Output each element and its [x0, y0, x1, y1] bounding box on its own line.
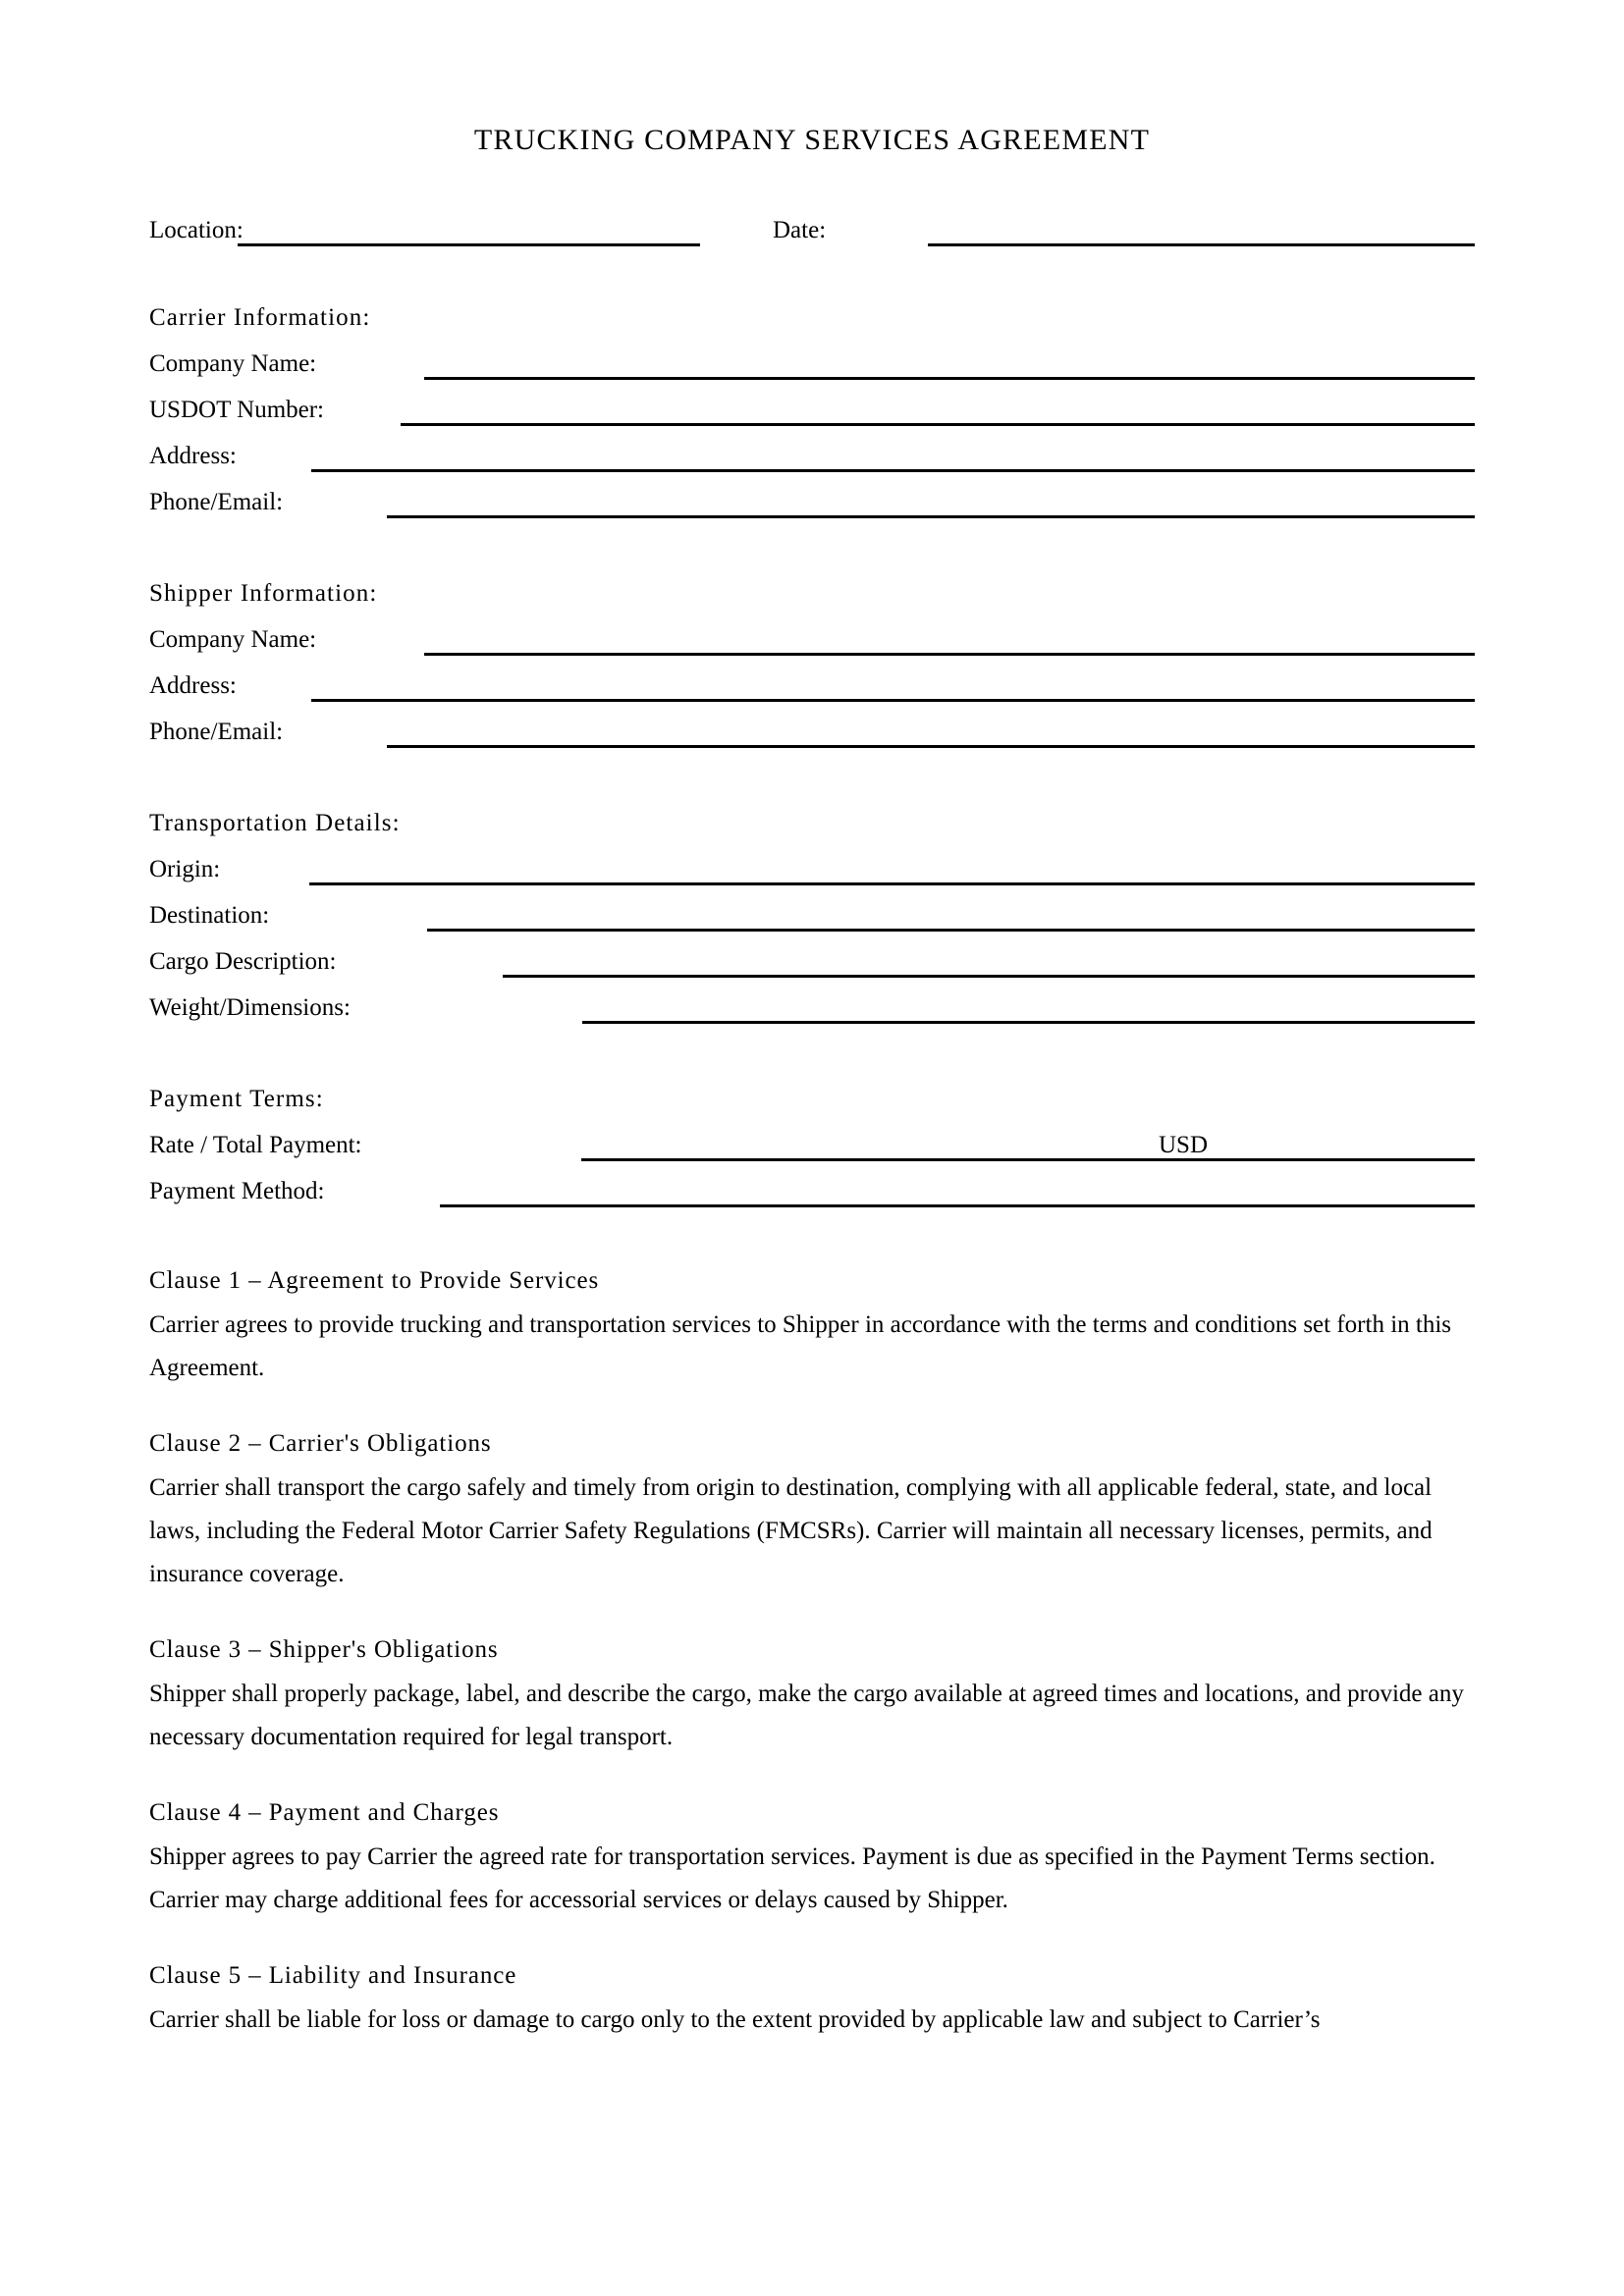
- shipper-phone-email-label: Phone/Email:: [149, 719, 284, 745]
- field-row-shipper-address: [149, 663, 1475, 709]
- clause-3-body: Shipper shall properly package, label, and describe the cargo, make the cargo available at agreed times and locations, and provide any necessary documentation required for legal transport.: [149, 1681, 1464, 1750]
- date-label: Date:: [773, 217, 827, 243]
- clause-5-heading: Clause 5 – Liability and Insurance: [149, 1962, 517, 1989]
- clause-2: [149, 1420, 1475, 1596]
- carrier-address-label: Address:: [149, 443, 237, 469]
- spacer: [149, 525, 1475, 570]
- clause-3-heading: Clause 3 – Shipper's Obligations: [149, 1636, 499, 1663]
- carrier-usdot-input-line[interactable]: [401, 423, 1475, 426]
- destination-label: Destination:: [149, 902, 270, 929]
- spacer: [149, 1214, 1475, 1257]
- payment-method-input-line[interactable]: [440, 1204, 1475, 1207]
- clause-1-heading: Clause 1 – Agreement to Provide Services: [149, 1267, 600, 1294]
- weight-dimensions-label: Weight/Dimensions:: [149, 994, 351, 1021]
- shipper-address-label: Address:: [149, 672, 237, 699]
- field-row-origin: [149, 846, 1475, 892]
- origin-input-line[interactable]: [309, 882, 1475, 885]
- section-heading-payment: Payment Terms:: [149, 1086, 324, 1112]
- shipper-company-name-label: Company Name:: [149, 626, 317, 653]
- field-row-carrier-address: [149, 433, 1475, 479]
- field-row-destination: [149, 892, 1475, 938]
- payment-method-label: Payment Method:: [149, 1178, 325, 1204]
- rate-total-payment-label: Rate / Total Payment:: [149, 1132, 362, 1158]
- location-input-line[interactable]: [238, 243, 700, 246]
- clause-4: [149, 1789, 1475, 1922]
- shipper-company-name-input-line[interactable]: [424, 653, 1475, 656]
- clause-3: [149, 1627, 1475, 1759]
- field-row-shipper-phone-email: [149, 709, 1475, 755]
- carrier-company-name-label: Company Name:: [149, 350, 317, 377]
- cargo-description-label: Cargo Description:: [149, 948, 337, 975]
- clause-5: [149, 1952, 1475, 2042]
- weight-dimensions-input-line[interactable]: [582, 1021, 1475, 1024]
- spacer: [149, 1031, 1475, 1076]
- field-row-rate-total-payment: [149, 1122, 1475, 1168]
- header-fields-block: [149, 207, 1475, 253]
- field-row-cargo-description: [149, 938, 1475, 985]
- section-heading-carrier: Carrier Information:: [149, 304, 371, 331]
- location-label: Location:: [149, 217, 244, 243]
- section-heading-shipper: Shipper Information:: [149, 580, 378, 607]
- clause-4-heading: Clause 4 – Payment and Charges: [149, 1799, 500, 1826]
- spacer: [149, 253, 1475, 294]
- carrier-usdot-label: USDOT Number:: [149, 397, 325, 423]
- shipper-phone-email-input-line[interactable]: [387, 745, 1475, 748]
- destination-input-line[interactable]: [427, 929, 1475, 932]
- document-content: [149, 0, 1475, 2072]
- section-heading-transportation: Transportation Details:: [149, 810, 401, 836]
- field-row-carrier-phone-email: [149, 479, 1475, 525]
- field-row-carrier-usdot: [149, 387, 1475, 433]
- date-input-line[interactable]: [928, 243, 1475, 246]
- cargo-description-input-line[interactable]: [503, 975, 1475, 978]
- shipper-address-input-line[interactable]: [311, 699, 1475, 702]
- currency-suffix-usd: USD: [1159, 1132, 1209, 1158]
- carrier-address-input-line[interactable]: [311, 469, 1475, 472]
- carrier-phone-email-input-line[interactable]: [387, 515, 1475, 518]
- clause-2-heading: Clause 2 – Carrier's Obligations: [149, 1430, 492, 1457]
- rate-total-payment-input-line[interactable]: [581, 1158, 1475, 1161]
- field-row-weight-dimensions: [149, 985, 1475, 1031]
- clause-4-body: Shipper agrees to pay Carrier the agreed rate for transportation services. Payment is due as specified in the Payment Terms section. Carrier may charge additional fees for accessorial services or delays caused by Shipper.: [149, 1843, 1435, 1913]
- carrier-company-name-input-line[interactable]: [424, 377, 1475, 380]
- clause-5-body: Carrier shall be liable for loss or damage to cargo only to the extent provided by applicable law and subject to Carrier’s: [149, 2006, 1321, 2033]
- field-row-carrier-company-name: [149, 341, 1475, 387]
- field-row-location-date: [149, 207, 1475, 253]
- page-title: TRUCKING COMPANY SERVICES AGREEMENT: [473, 124, 1151, 156]
- field-row-shipper-company-name: [149, 616, 1475, 663]
- spacer: [149, 755, 1475, 800]
- clause-1-body: Carrier agrees to provide trucking and transportation services to Shipper in accordance with the terms and conditions set forth in this Agreement.: [149, 1311, 1452, 1381]
- origin-label: Origin:: [149, 856, 221, 882]
- carrier-phone-email-label: Phone/Email:: [149, 489, 284, 515]
- clause-2-body: Carrier shall transport the cargo safely and timely from origin to destination, complying with all applicable federal, state, and local laws, including the Federal Motor Carrier Safety Regulations (FMCSRs). Carrier will maintain all necessary licenses, permits, and insurance coverage.: [149, 1474, 1433, 1587]
- field-row-payment-method: [149, 1168, 1475, 1214]
- clause-1: [149, 1257, 1475, 1390]
